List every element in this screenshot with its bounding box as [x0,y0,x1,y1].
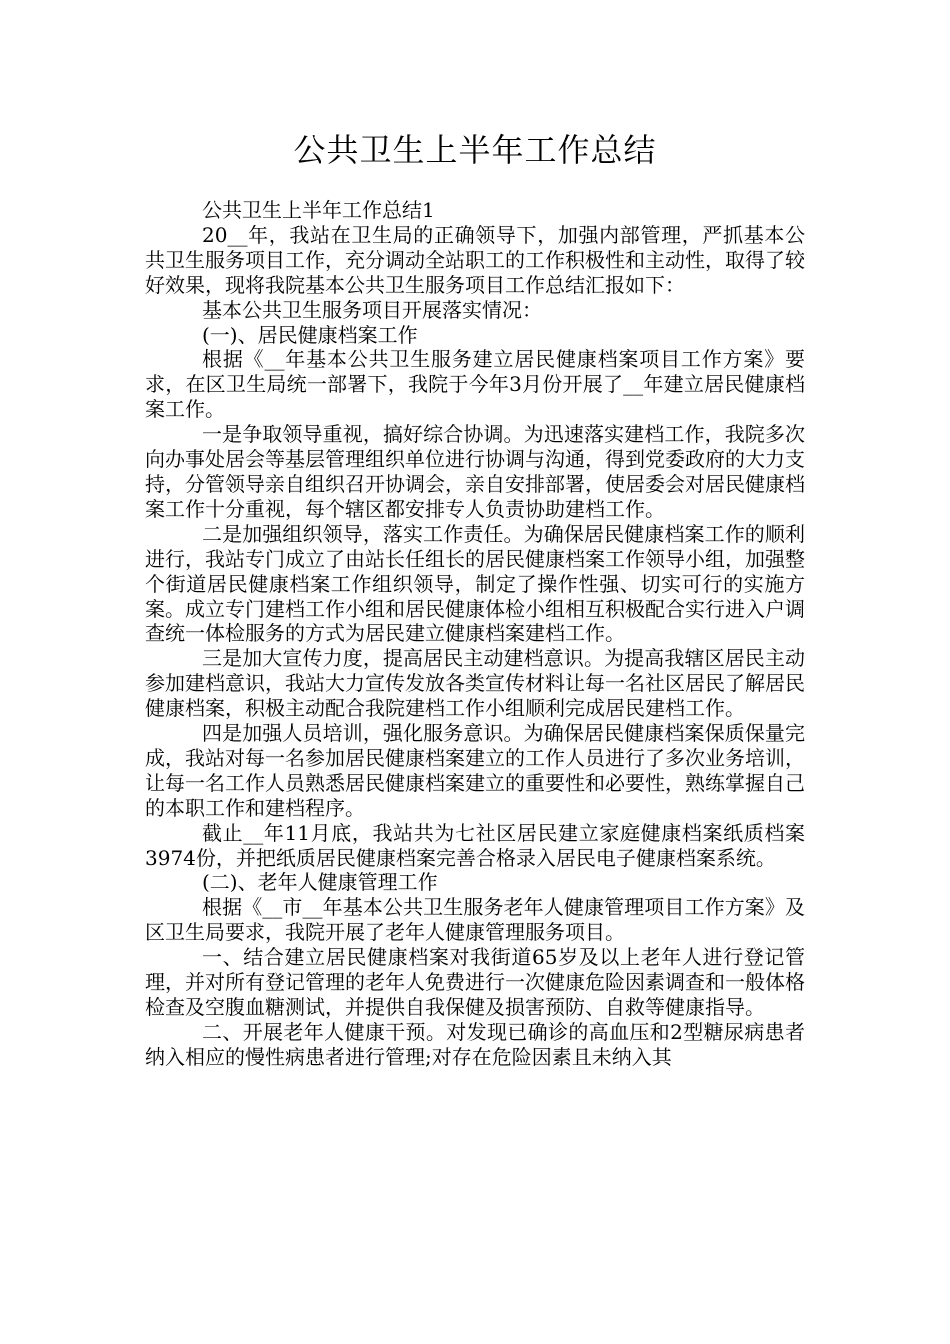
body-paragraph: 截止__年11月底，我站共为七社区居民建立家庭健康档案纸质档案3974份，并把纸质居民健康档案完善合格录入居民电子健康档案系统。 [145,820,805,870]
document-body [145,198,805,1070]
body-paragraph: 一、结合建立居民健康档案对我街道65岁及以上老年人进行登记管理，并对所有登记管理的老年人免费进行一次健康危险因素调查和一般体格检查及空腹血糖测试，并提供自我保健及损害预防、自救等健康指导。 [145,945,805,1019]
body-paragraph: 根据《__年基本公共卫生服务建立居民健康档案项目工作方案》要求，在区卫生局统一部署下，我院于今年3月份开展了__年建立居民健康档案工作。 [145,347,805,422]
body-paragraph: 一是争取领导重视，搞好综合协调。为迅速落实建档工作，我院多次向办事处居会等基层管理组织单位进行协调与沟通，得到党委政府的大力支持，分管领导亲自组织召开协调会，亲自安排部署，使居委会对居民健康档案工作十分重视，每个辖区都安排专人负责协助建档工作。 [145,422,805,521]
body-paragraph: 四是加强人员培训，强化服务意识。为确保居民健康档案保质保量完成，我站对每一名参加居民健康档案建立的工作人员进行了多次业务培训，让每一名工作人员熟悉居民健康档案建立的重要性和必要性，熟练掌握自己的本职工作和建档程序。 [145,721,805,820]
section-lead-paragraph: 基本公共卫生服务项目开展落实情况： [202,297,542,322]
body-paragraph: 二是加强组织领导，落实工作责任。为确保居民健康档案工作的顺利进行，我站专门成立了由站长任组长的居民健康档案工作领导小组，加强整个街道居民健康档案工作组织领导，制定了操作性强、切实可行的实施方案。成立专门建档工作小组和居民健康体检小组相互积极配合实行进入户调查统一体检服务的方式为居民建立健康档案建档工作。 [145,521,805,646]
body-paragraph: 三是加大宣传力度，提高居民主动建档意识。为提高我辖区居民主动参加建档意识，我站大力宣传发放各类宣传材料让每一名社区居民了解居民健康档案，积极主动配合我院建档工作小组顺利完成居民建档工作。 [145,646,805,721]
section-heading-elderly-care: (二)、老年人健康管理工作 [202,870,438,895]
document-title: 公共卫生上半年工作总结 [293,131,657,169]
body-paragraph: 二、开展老年人健康干预。对发现已确诊的高血压和2型糖尿病患者纳入相应的慢性病患者进行管理;对存在危险因素且未纳入其 [145,1019,805,1069]
section-heading-health-records: (一)、居民健康档案工作 [202,322,418,347]
intro-paragraph: 20__年，我站在卫生局的正确领导下，加强内部管理，严抓基本公共卫生服务项目工作，充分调动全站职工的工作积极性和主动性，取得了较好效果，现将我院基本公共卫生服务项目工作总结汇报如下： [145,222,805,297]
body-paragraph: 根据《__市__年基本公共卫生服务老年人健康管理项目工作方案》及区卫生局要求，我院开展了老年人健康管理服务项目。 [145,895,805,945]
subtitle-paragraph: 公共卫生上半年工作总结1 [202,198,435,222]
